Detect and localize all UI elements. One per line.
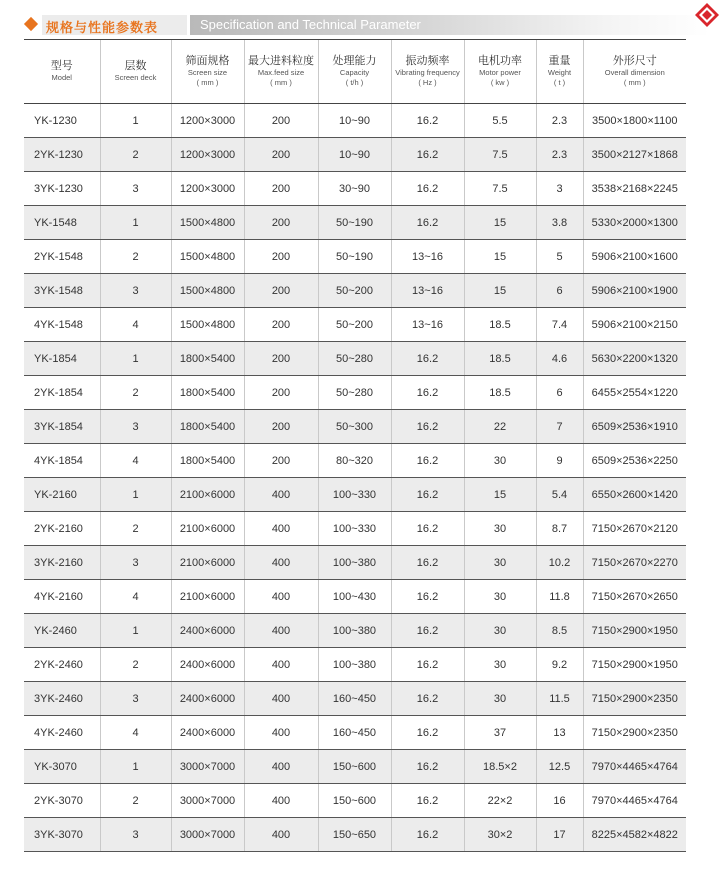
- cell-screen-deck: 1: [100, 478, 171, 512]
- cell-vibrating-frequency: 16.2: [391, 444, 464, 478]
- cell-max-feed-size: 400: [244, 648, 318, 682]
- cell-screen-deck: 4: [100, 716, 171, 750]
- cell-screen-deck: 3: [100, 682, 171, 716]
- cell-max-feed-size: 200: [244, 240, 318, 274]
- cell-screen-size: 1800×5400: [171, 410, 244, 444]
- cell-overall-dimension: 7150×2900×1950: [583, 614, 686, 648]
- cell-motor-power: 15: [464, 206, 536, 240]
- cell-max-feed-size: 200: [244, 342, 318, 376]
- column-header-en: Vibrating frequency: [395, 68, 460, 77]
- column-header-model: [24, 40, 100, 104]
- table-row: [24, 818, 686, 852]
- cell-vibrating-frequency: 16.2: [391, 580, 464, 614]
- column-header-en: Motor power: [479, 68, 521, 77]
- cell-vibrating-frequency: 16.2: [391, 682, 464, 716]
- spec-table: [24, 39, 686, 852]
- cell-motor-power: 30×2: [464, 818, 536, 852]
- column-header-en: Capacity: [339, 68, 370, 77]
- cell-motor-power: 30: [464, 546, 536, 580]
- cell-max-feed-size: 400: [244, 784, 318, 818]
- cell-motor-power: 15: [464, 478, 536, 512]
- cell-screen-size: 3000×7000: [171, 784, 244, 818]
- cell-screen-size: 3000×7000: [171, 750, 244, 784]
- cell-screen-size: 1500×4800: [171, 308, 244, 342]
- cell-screen-size: 1500×4800: [171, 240, 244, 274]
- cell-screen-size: 1200×3000: [171, 104, 244, 138]
- section-header: [24, 14, 710, 36]
- cell-vibrating-frequency: 16.2: [391, 138, 464, 172]
- table-row: [24, 206, 686, 240]
- cell-motor-power: 22: [464, 410, 536, 444]
- cell-max-feed-size: 200: [244, 376, 318, 410]
- cell-motor-power: 7.5: [464, 172, 536, 206]
- cell-vibrating-frequency: 16.2: [391, 716, 464, 750]
- column-header-cn: 型号: [50, 60, 73, 72]
- cell-weight: 2.3: [536, 104, 583, 138]
- cell-model: 3YK-2460: [24, 682, 100, 716]
- cell-capacity: 30~90: [318, 172, 391, 206]
- cell-max-feed-size: 400: [244, 614, 318, 648]
- column-header-unit: ( t/h ): [345, 78, 364, 87]
- table-row: [24, 308, 686, 342]
- cell-motor-power: 30: [464, 682, 536, 716]
- cell-overall-dimension: 7150×2670×2650: [583, 580, 686, 614]
- table-row: [24, 580, 686, 614]
- cell-overall-dimension: 7970×4465×4764: [583, 750, 686, 784]
- cell-weight: 3: [536, 172, 583, 206]
- cell-vibrating-frequency: 16.2: [391, 376, 464, 410]
- cell-overall-dimension: 3500×1800×1100: [583, 104, 686, 138]
- cell-weight: 10.2: [536, 546, 583, 580]
- cell-capacity: 160~450: [318, 682, 391, 716]
- cell-capacity: 50~280: [318, 376, 391, 410]
- cell-motor-power: 30: [464, 444, 536, 478]
- cell-screen-size: 1500×4800: [171, 206, 244, 240]
- table-row: [24, 410, 686, 444]
- cell-weight: 11.8: [536, 580, 583, 614]
- cell-screen-size: 2100×6000: [171, 546, 244, 580]
- cell-screen-deck: 3: [100, 818, 171, 852]
- cell-overall-dimension: 6455×2554×1220: [583, 376, 686, 410]
- table-row: [24, 478, 686, 512]
- column-header-unit: ( mm ): [623, 78, 646, 87]
- column-header-en: Screen deck: [114, 73, 157, 82]
- cell-model: 4YK-1854: [24, 444, 100, 478]
- cell-screen-deck: 1: [100, 342, 171, 376]
- cell-model: 2YK-3070: [24, 784, 100, 818]
- cell-screen-size: 1200×3000: [171, 172, 244, 206]
- cell-motor-power: 30: [464, 580, 536, 614]
- cell-screen-deck: 3: [100, 410, 171, 444]
- table-row: [24, 104, 686, 138]
- cell-capacity: 150~600: [318, 750, 391, 784]
- cell-screen-size: 2100×6000: [171, 580, 244, 614]
- cell-overall-dimension: 6509×2536×1910: [583, 410, 686, 444]
- cell-max-feed-size: 200: [244, 274, 318, 308]
- cell-weight: 11.5: [536, 682, 583, 716]
- cell-screen-size: 3000×7000: [171, 818, 244, 852]
- cell-capacity: 100~380: [318, 546, 391, 580]
- section-title-en: Specification and Technical Parameter: [200, 17, 421, 32]
- cell-overall-dimension: 7150×2670×2270: [583, 546, 686, 580]
- column-header-motor-power: [464, 40, 536, 104]
- cell-model: 4YK-2160: [24, 580, 100, 614]
- cell-max-feed-size: 400: [244, 512, 318, 546]
- cell-capacity: 80~320: [318, 444, 391, 478]
- cell-capacity: 100~430: [318, 580, 391, 614]
- cell-overall-dimension: 6509×2536×2250: [583, 444, 686, 478]
- table-row: [24, 274, 686, 308]
- cell-screen-deck: 4: [100, 580, 171, 614]
- cell-motor-power: 18.5: [464, 342, 536, 376]
- cell-overall-dimension: 7150×2900×2350: [583, 716, 686, 750]
- cell-max-feed-size: 200: [244, 308, 318, 342]
- cell-motor-power: 30: [464, 648, 536, 682]
- cell-vibrating-frequency: 16.2: [391, 104, 464, 138]
- cell-capacity: 50~200: [318, 308, 391, 342]
- cell-capacity: 10~90: [318, 104, 391, 138]
- cell-max-feed-size: 200: [244, 138, 318, 172]
- cell-model: 2YK-1854: [24, 376, 100, 410]
- cell-vibrating-frequency: 16.2: [391, 546, 464, 580]
- table-row: [24, 648, 686, 682]
- cell-capacity: 160~450: [318, 716, 391, 750]
- cell-screen-size: 2100×6000: [171, 512, 244, 546]
- column-header-overall-dimension: [583, 40, 686, 104]
- cell-screen-deck: 3: [100, 546, 171, 580]
- cell-motor-power: 22×2: [464, 784, 536, 818]
- column-header-vibrating-frequency: [391, 40, 464, 104]
- cell-model: YK-2160: [24, 478, 100, 512]
- cell-motor-power: 18.5: [464, 308, 536, 342]
- table-row: [24, 546, 686, 580]
- diamond-bullet-icon: [24, 17, 38, 31]
- column-header-screen-size: [171, 40, 244, 104]
- cell-model: YK-3070: [24, 750, 100, 784]
- cell-model: 2YK-1548: [24, 240, 100, 274]
- cell-screen-deck: 2: [100, 784, 171, 818]
- cell-vibrating-frequency: 13~16: [391, 308, 464, 342]
- table-row: [24, 342, 686, 376]
- column-header-en: Screen size: [187, 68, 228, 77]
- cell-overall-dimension: 3538×2168×2245: [583, 172, 686, 206]
- cell-weight: 6: [536, 376, 583, 410]
- cell-overall-dimension: 6550×2600×1420: [583, 478, 686, 512]
- cell-overall-dimension: 3500×2127×1868: [583, 138, 686, 172]
- column-header-cn: 重量: [548, 55, 571, 67]
- column-header-screen-deck: [100, 40, 171, 104]
- cell-motor-power: 18.5×2: [464, 750, 536, 784]
- column-header-capacity: [318, 40, 391, 104]
- cell-model: YK-1854: [24, 342, 100, 376]
- cell-model: 2YK-2460: [24, 648, 100, 682]
- cell-motor-power: 15: [464, 240, 536, 274]
- cell-max-feed-size: 400: [244, 750, 318, 784]
- header-row: [24, 40, 686, 104]
- table-header: [24, 40, 686, 104]
- cell-vibrating-frequency: 16.2: [391, 784, 464, 818]
- cell-screen-deck: 3: [100, 172, 171, 206]
- cell-vibrating-frequency: 16.2: [391, 342, 464, 376]
- cell-screen-deck: 1: [100, 104, 171, 138]
- cell-screen-size: 1800×5400: [171, 342, 244, 376]
- cell-vibrating-frequency: 16.2: [391, 648, 464, 682]
- table-row: [24, 750, 686, 784]
- cell-weight: 9.2: [536, 648, 583, 682]
- column-header-cn: 外形尺寸: [612, 55, 657, 67]
- cell-model: 3YK-1854: [24, 410, 100, 444]
- cell-model: 3YK-1230: [24, 172, 100, 206]
- column-header-cn: 最大进料粒度: [248, 55, 314, 67]
- cell-screen-deck: 4: [100, 444, 171, 478]
- cell-max-feed-size: 400: [244, 546, 318, 580]
- cell-max-feed-size: 200: [244, 172, 318, 206]
- cell-screen-deck: 4: [100, 308, 171, 342]
- cell-max-feed-size: 400: [244, 682, 318, 716]
- column-header-cn: 处理能力: [332, 55, 377, 67]
- cell-screen-size: 2400×6000: [171, 716, 244, 750]
- cell-screen-deck: 3: [100, 274, 171, 308]
- cell-overall-dimension: 7970×4465×4764: [583, 784, 686, 818]
- cell-model: 2YK-2160: [24, 512, 100, 546]
- cell-weight: 5: [536, 240, 583, 274]
- cell-capacity: 50~190: [318, 240, 391, 274]
- cell-model: YK-2460: [24, 614, 100, 648]
- cell-screen-size: 2400×6000: [171, 682, 244, 716]
- column-header-cn: 层数: [124, 60, 147, 72]
- cell-overall-dimension: 7150×2670×2120: [583, 512, 686, 546]
- cell-capacity: 100~380: [318, 648, 391, 682]
- column-header-max-feed-size: [244, 40, 318, 104]
- cell-screen-deck: 1: [100, 206, 171, 240]
- table-row: [24, 240, 686, 274]
- cell-max-feed-size: 200: [244, 206, 318, 240]
- cell-max-feed-size: 200: [244, 104, 318, 138]
- cell-overall-dimension: 7150×2900×2350: [583, 682, 686, 716]
- cell-overall-dimension: 5630×2200×1320: [583, 342, 686, 376]
- cell-overall-dimension: 7150×2900×1950: [583, 648, 686, 682]
- cell-screen-deck: 2: [100, 512, 171, 546]
- cell-max-feed-size: 400: [244, 478, 318, 512]
- cell-capacity: 100~330: [318, 478, 391, 512]
- table-row: [24, 444, 686, 478]
- cell-capacity: 50~300: [318, 410, 391, 444]
- cell-screen-deck: 1: [100, 614, 171, 648]
- cell-screen-deck: 2: [100, 138, 171, 172]
- column-header-unit: ( kw ): [490, 78, 510, 87]
- cell-capacity: 150~650: [318, 818, 391, 852]
- company-logo-icon: [694, 2, 720, 28]
- column-header-unit: ( mm ): [196, 78, 219, 87]
- column-header-en: Overall dimension: [604, 68, 665, 77]
- cell-capacity: 50~190: [318, 206, 391, 240]
- column-header-unit: ( Hz ): [418, 78, 437, 87]
- cell-overall-dimension: 5330×2000×1300: [583, 206, 686, 240]
- cell-capacity: 150~600: [318, 784, 391, 818]
- cell-screen-size: 1500×4800: [171, 274, 244, 308]
- column-header-cn: 振动频率: [405, 55, 450, 67]
- table-body: [24, 104, 686, 852]
- cell-vibrating-frequency: 16.2: [391, 172, 464, 206]
- cell-overall-dimension: 8225×4582×4822: [583, 818, 686, 852]
- column-header-unit: ( mm ): [270, 78, 292, 87]
- cell-capacity: 10~90: [318, 138, 391, 172]
- cell-motor-power: 7.5: [464, 138, 536, 172]
- cell-capacity: 50~280: [318, 342, 391, 376]
- cell-vibrating-frequency: 16.2: [391, 478, 464, 512]
- cell-screen-deck: 2: [100, 648, 171, 682]
- table-row: [24, 172, 686, 206]
- cell-weight: 7: [536, 410, 583, 444]
- column-header-en: Max.feed size: [257, 68, 305, 77]
- cell-weight: 8.5: [536, 614, 583, 648]
- cell-weight: 3.8: [536, 206, 583, 240]
- cell-screen-size: 2400×6000: [171, 614, 244, 648]
- cell-vibrating-frequency: 16.2: [391, 512, 464, 546]
- cell-vibrating-frequency: 16.2: [391, 410, 464, 444]
- cell-screen-deck: 2: [100, 240, 171, 274]
- cell-weight: 8.7: [536, 512, 583, 546]
- cell-motor-power: 30: [464, 614, 536, 648]
- cell-model: 3YK-3070: [24, 818, 100, 852]
- cell-screen-size: 1200×3000: [171, 138, 244, 172]
- cell-motor-power: 37: [464, 716, 536, 750]
- cell-weight: 6: [536, 274, 583, 308]
- cell-screen-size: 2100×6000: [171, 478, 244, 512]
- table-row: [24, 716, 686, 750]
- cell-weight: 5.4: [536, 478, 583, 512]
- cell-weight: 12.5: [536, 750, 583, 784]
- cell-model: 3YK-1548: [24, 274, 100, 308]
- cell-capacity: 100~330: [318, 512, 391, 546]
- cell-weight: 7.4: [536, 308, 583, 342]
- cell-screen-size: 1800×5400: [171, 376, 244, 410]
- cell-max-feed-size: 400: [244, 818, 318, 852]
- cell-overall-dimension: 5906×2100×1900: [583, 274, 686, 308]
- cell-weight: 13: [536, 716, 583, 750]
- cell-screen-size: 2400×6000: [171, 648, 244, 682]
- cell-overall-dimension: 5906×2100×1600: [583, 240, 686, 274]
- cell-screen-size: 1800×5400: [171, 444, 244, 478]
- cell-vibrating-frequency: 13~16: [391, 240, 464, 274]
- cell-max-feed-size: 200: [244, 444, 318, 478]
- table-row: [24, 512, 686, 546]
- column-header-cn: 筛面规格: [185, 55, 230, 67]
- column-header-en: Model: [51, 73, 72, 82]
- cell-motor-power: 18.5: [464, 376, 536, 410]
- cell-model: 3YK-2160: [24, 546, 100, 580]
- cell-vibrating-frequency: 16.2: [391, 614, 464, 648]
- table-row: [24, 376, 686, 410]
- table-row: [24, 138, 686, 172]
- cell-model: 2YK-1230: [24, 138, 100, 172]
- cell-vibrating-frequency: 16.2: [391, 750, 464, 784]
- cell-overall-dimension: 5906×2100×2150: [583, 308, 686, 342]
- cell-vibrating-frequency: 16.2: [391, 206, 464, 240]
- cell-capacity: 50~200: [318, 274, 391, 308]
- cell-model: 4YK-2460: [24, 716, 100, 750]
- cell-weight: 17: [536, 818, 583, 852]
- cell-motor-power: 5.5: [464, 104, 536, 138]
- table-row: [24, 784, 686, 818]
- cell-capacity: 100~380: [318, 614, 391, 648]
- cell-vibrating-frequency: 16.2: [391, 818, 464, 852]
- section-title-cn: 规格与性能参数表: [46, 20, 159, 35]
- cell-model: YK-1230: [24, 104, 100, 138]
- cell-weight: 4.6: [536, 342, 583, 376]
- column-header-weight: [536, 40, 583, 104]
- cell-motor-power: 30: [464, 512, 536, 546]
- cell-screen-deck: 1: [100, 750, 171, 784]
- column-header-unit: ( t ): [553, 78, 566, 87]
- cell-max-feed-size: 400: [244, 580, 318, 614]
- cell-model: 4YK-1548: [24, 308, 100, 342]
- column-header-cn: 电机功率: [478, 55, 522, 67]
- table-row: [24, 614, 686, 648]
- cell-weight: 9: [536, 444, 583, 478]
- cell-max-feed-size: 200: [244, 410, 318, 444]
- cell-model: YK-1548: [24, 206, 100, 240]
- cell-screen-deck: 2: [100, 376, 171, 410]
- cell-weight: 2.3: [536, 138, 583, 172]
- cell-motor-power: 15: [464, 274, 536, 308]
- cell-vibrating-frequency: 13~16: [391, 274, 464, 308]
- cell-max-feed-size: 400: [244, 716, 318, 750]
- table-row: [24, 682, 686, 716]
- column-header-en: Weight: [547, 68, 572, 77]
- cell-weight: 16: [536, 784, 583, 818]
